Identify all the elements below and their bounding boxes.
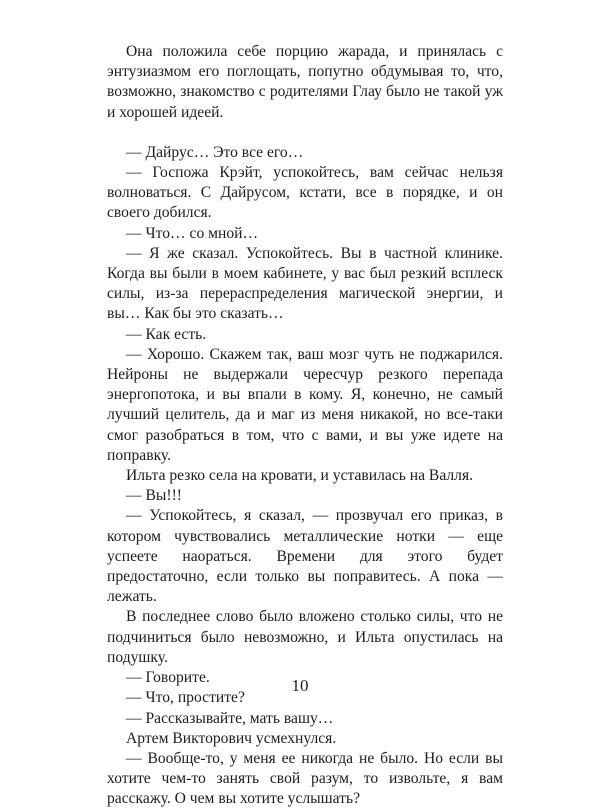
- paragraph: — Как есть.: [126, 325, 207, 343]
- paragraph: — Рассказывайте, мать вашу…: [126, 709, 334, 727]
- paragraph: — Хорошо. Скажем так, ваш мозг чуть не поджарился. Нейроны не выдержали чересчур резкого перепада энергопотока, и вы впали в кому. Я, конечно, не самый лучший целитель, да и маг из меня никакой, но все-таки смог разобраться в том, что с вами, и вы уже идете на поправку.: [107, 345, 503, 464]
- paragraph: — Госпожа Крэйт, успокойтесь, вам сейчас нельзя волноваться. С Дайрусом, кстати, все в порядке, и он своего добился.: [107, 164, 503, 222]
- paragraph: — Дайрус… Это все его…: [126, 143, 304, 161]
- paragraph: Она положила себе порцию жарада, и принялась с энтузиазмом его поглощать, попутно обдумывая то, что, возможно, знакомство с родителями Глау было не такой уж и хорошей идеей.: [107, 43, 503, 121]
- paragraph: — Что… со мной…: [126, 224, 259, 242]
- paragraph: Ильта резко села на кровати, и уставилась на Валля.: [126, 467, 474, 485]
- section-break: [107, 123, 503, 143]
- paragraph: — Говорите.: [126, 669, 210, 687]
- paragraph: — Вообще-то, у меня ее никогда не было. Но если вы хотите чем-то занять свой разум, то извольте, я вам расскажу. О чем вы хотите услышать?: [107, 749, 503, 808]
- paragraph: — Успокойтесь, я сказал, — прозвучал его приказ, в котором чувствовались металлические нотки — еще успеете наораться. Времени для этого будет предостаточно, если только вы поправитесь. А пока — лежать.: [107, 507, 503, 606]
- paragraph: В последнее слово было вложено столько силы, что не подчиниться было невозможно, и Ильта опустилась на подушку.: [107, 608, 503, 666]
- page-number: 10: [291, 676, 309, 695]
- paragraph: — Что, простите?: [126, 689, 245, 707]
- paragraph: — Вы!!!: [126, 487, 182, 505]
- paragraph: — Я же сказал. Успокойтесь. Вы в частной клинике. Когда вы были в моем кабинете, у вас был резкий всплеск силы, из-за перераспределения магической энергии, и вы… Как бы это сказать…: [107, 244, 503, 323]
- paragraph: Артем Викторович усмехнулся.: [126, 729, 337, 747]
